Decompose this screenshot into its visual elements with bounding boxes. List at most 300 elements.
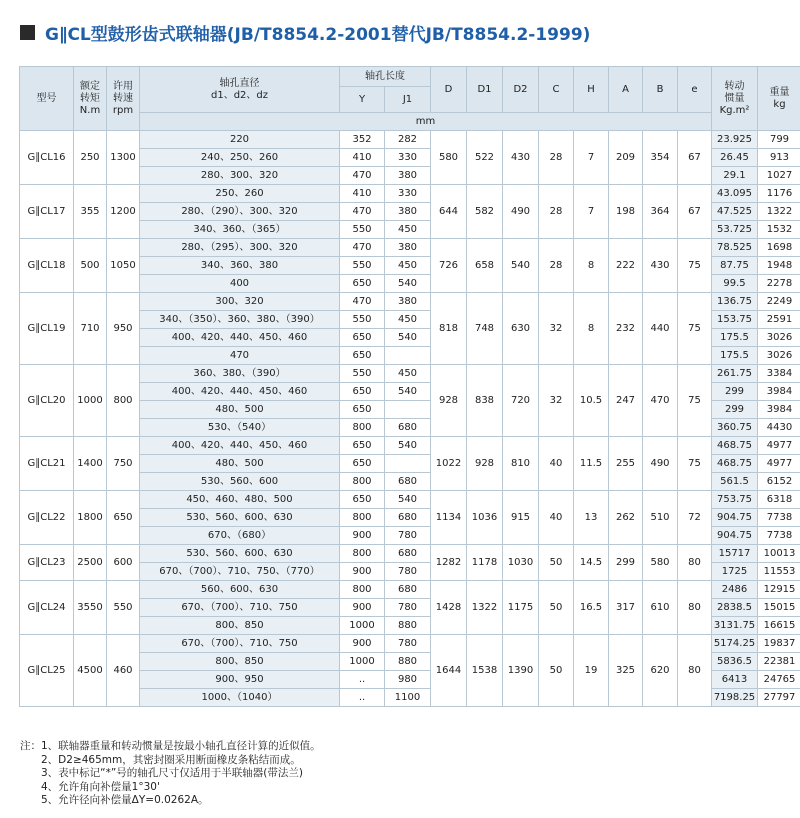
- cell-a: 247: [609, 365, 643, 437]
- cell-bore: 670、（700）、710、750: [140, 635, 340, 653]
- cell-bore: 450、460、480、500: [140, 491, 340, 509]
- cell-inertia: 6413: [712, 671, 758, 689]
- cell-h: 19: [574, 635, 609, 707]
- cell-c: 28: [539, 239, 574, 293]
- header-e: e: [678, 67, 712, 113]
- cell-inertia: 468.75: [712, 437, 758, 455]
- cell-c: 28: [539, 131, 574, 185]
- page-title: G∥CL型鼓形齿式联轴器(JB/T8854.2-2001替代JB/T8854.2-1999): [45, 24, 591, 45]
- cell-length-y: 550: [340, 257, 385, 275]
- cell-length-y: 650: [340, 347, 385, 365]
- cell-length-j1: 680: [385, 581, 431, 599]
- cell-length-j1: 540: [385, 491, 431, 509]
- cell-model: G∥CL22: [20, 491, 74, 545]
- cell-d1: 1178: [467, 545, 503, 581]
- cell-bore: 670、（680）: [140, 527, 340, 545]
- cell-h: 16.5: [574, 581, 609, 635]
- cell-inertia: 5174.25: [712, 635, 758, 653]
- cell-a: 198: [609, 185, 643, 239]
- table-row: [20, 491, 800, 509]
- cell-weight: 19837: [758, 635, 800, 653]
- cell-weight: 4430: [758, 419, 800, 437]
- cell-inertia: 7198.25: [712, 689, 758, 707]
- cell-length-j1: 780: [385, 635, 431, 653]
- table-row: [20, 185, 800, 203]
- cell-bore: 280、（295）、300、320: [140, 239, 340, 257]
- note-line: 5、允许径向补偿量ΔY=0.0262A。: [41, 794, 209, 807]
- cell-bore: 900、950: [140, 671, 340, 689]
- table-row: [20, 293, 800, 311]
- cell-bore: 280、（290）、300、320: [140, 203, 340, 221]
- cell-length-y: 470: [340, 239, 385, 257]
- cell-length-y: 410: [340, 185, 385, 203]
- cell-model: G∥CL25: [20, 635, 74, 707]
- cell-bore: 470: [140, 347, 340, 365]
- table-row: [20, 239, 800, 257]
- cell-inertia: 136.75: [712, 293, 758, 311]
- cell-length-j1: 680: [385, 473, 431, 491]
- cell-weight: 24765: [758, 671, 800, 689]
- cell-bore: 220: [140, 131, 340, 149]
- cell-h: 8: [574, 293, 609, 365]
- cell-inertia: 261.75: [712, 365, 758, 383]
- cell-length-y: 550: [340, 221, 385, 239]
- cell-inertia: 753.75: [712, 491, 758, 509]
- cell-e: 75: [678, 239, 712, 293]
- cell-bore: 340、360、（365）: [140, 221, 340, 239]
- cell-length-y: 352: [340, 131, 385, 149]
- cell-length-j1: 450: [385, 365, 431, 383]
- cell-inertia: 360.75: [712, 419, 758, 437]
- cell-speed: 1300: [107, 131, 140, 185]
- cell-length-y: 650: [340, 383, 385, 401]
- cell-model: G∥CL20: [20, 365, 74, 437]
- cell-a: 222: [609, 239, 643, 293]
- cell-d2: 540: [503, 239, 539, 293]
- cell-d: 1134: [431, 491, 467, 545]
- title-square-icon: [20, 25, 35, 40]
- cell-h: 7: [574, 185, 609, 239]
- cell-length-j1: 380: [385, 239, 431, 257]
- cell-length-j1: 780: [385, 599, 431, 617]
- cell-torque: 4500: [74, 635, 107, 707]
- cell-torque: 500: [74, 239, 107, 293]
- cell-length-j1: 680: [385, 509, 431, 527]
- cell-weight: 2278: [758, 275, 800, 293]
- cell-d2: 915: [503, 491, 539, 545]
- cell-inertia: 99.5: [712, 275, 758, 293]
- header-J1: J1: [385, 87, 431, 113]
- cell-torque: 2500: [74, 545, 107, 581]
- cell-length-j1: 880: [385, 617, 431, 635]
- header-D: D: [431, 67, 467, 113]
- table-body: [20, 131, 800, 707]
- cell-inertia: 561.5: [712, 473, 758, 491]
- cell-d1: 1538: [467, 635, 503, 707]
- cell-b: 354: [643, 131, 678, 185]
- cell-c: 28: [539, 185, 574, 239]
- cell-model: G∥CL24: [20, 581, 74, 635]
- cell-a: 262: [609, 491, 643, 545]
- cell-inertia: 468.75: [712, 455, 758, 473]
- cell-bore: 530、560、600、630: [140, 545, 340, 563]
- cell-inertia: 47.525: [712, 203, 758, 221]
- cell-d2: 810: [503, 437, 539, 491]
- cell-e: 80: [678, 635, 712, 707]
- cell-speed: 1200: [107, 185, 140, 239]
- cell-inertia: 53.725: [712, 221, 758, 239]
- cell-length-y: 650: [340, 455, 385, 473]
- cell-weight: 7738: [758, 509, 800, 527]
- cell-b: 620: [643, 635, 678, 707]
- cell-bore: 800、850: [140, 617, 340, 635]
- cell-weight: 1948: [758, 257, 800, 275]
- cell-h: 11.5: [574, 437, 609, 491]
- cell-length-y: 650: [340, 401, 385, 419]
- cell-length-j1: 380: [385, 203, 431, 221]
- header-weight: 重量 kg: [758, 67, 800, 131]
- cell-a: 255: [609, 437, 643, 491]
- cell-bore: 1000、（1040）: [140, 689, 340, 707]
- cell-d: 928: [431, 365, 467, 437]
- cell-weight: 6152: [758, 473, 800, 491]
- cell-weight: 1027: [758, 167, 800, 185]
- cell-weight: 4977: [758, 455, 800, 473]
- header-torque: 额定 转矩 N.m: [74, 67, 107, 131]
- cell-d2: 630: [503, 293, 539, 365]
- cell-speed: 800: [107, 365, 140, 437]
- header-model: 型号: [20, 67, 74, 131]
- cell-d2: 1030: [503, 545, 539, 581]
- cell-length-j1: 540: [385, 437, 431, 455]
- cell-inertia: 153.75: [712, 311, 758, 329]
- cell-bore: 530、（540）: [140, 419, 340, 437]
- header-A: A: [609, 67, 643, 113]
- cell-length-y: 410: [340, 149, 385, 167]
- cell-weight: 1176: [758, 185, 800, 203]
- cell-weight: 3984: [758, 401, 800, 419]
- cell-d: 726: [431, 239, 467, 293]
- table-row: [20, 545, 800, 563]
- note-line: 3、表中标记“*”号的轴孔尺寸仅适用于半联轴器(带法兰): [41, 767, 304, 780]
- cell-length-j1: 450: [385, 311, 431, 329]
- cell-d1: 1322: [467, 581, 503, 635]
- cell-bore: 480、500: [140, 455, 340, 473]
- cell-model: G∥CL23: [20, 545, 74, 581]
- cell-h: 7: [574, 131, 609, 185]
- cell-a: 209: [609, 131, 643, 185]
- cell-length-j1: 450: [385, 257, 431, 275]
- cell-inertia: 2838.5: [712, 599, 758, 617]
- cell-bore: 530、560、600、630: [140, 509, 340, 527]
- cell-inertia: 78.525: [712, 239, 758, 257]
- cell-inertia: 29.1: [712, 167, 758, 185]
- cell-inertia: 175.5: [712, 347, 758, 365]
- cell-torque: 1000: [74, 365, 107, 437]
- cell-torque: 710: [74, 293, 107, 365]
- header-unit: mm: [140, 113, 712, 131]
- cell-weight: 3026: [758, 347, 800, 365]
- cell-length-y: 1000: [340, 653, 385, 671]
- cell-model: G∥CL21: [20, 437, 74, 491]
- cell-inertia: 3131.75: [712, 617, 758, 635]
- cell-bore: 530、560、600: [140, 473, 340, 491]
- cell-d: 644: [431, 185, 467, 239]
- cell-length-y: 900: [340, 599, 385, 617]
- cell-length-y: 550: [340, 365, 385, 383]
- cell-d1: 658: [467, 239, 503, 293]
- cell-length-y: 800: [340, 545, 385, 563]
- cell-speed: 600: [107, 545, 140, 581]
- cell-d: 818: [431, 293, 467, 365]
- cell-e: 67: [678, 185, 712, 239]
- page-title-bar: [20, 20, 590, 44]
- cell-weight: 22381: [758, 653, 800, 671]
- header-bore: 轴孔直径 d1、d2、dz: [140, 67, 340, 113]
- cell-length-y: 800: [340, 581, 385, 599]
- cell-b: 470: [643, 365, 678, 437]
- cell-b: 510: [643, 491, 678, 545]
- cell-bore: 340、360、380: [140, 257, 340, 275]
- header-D2: D2: [503, 67, 539, 113]
- cell-length-y: 1000: [340, 617, 385, 635]
- cell-bore: 800、850: [140, 653, 340, 671]
- cell-d2: 1175: [503, 581, 539, 635]
- cell-weight: 1322: [758, 203, 800, 221]
- cell-length-j1: 330: [385, 185, 431, 203]
- cell-weight: 799: [758, 131, 800, 149]
- cell-length-y: 650: [340, 491, 385, 509]
- note-line: 4、允许角向补偿量1°30': [41, 780, 160, 793]
- cell-torque: 1800: [74, 491, 107, 545]
- cell-d: 1428: [431, 581, 467, 635]
- cell-b: 490: [643, 437, 678, 491]
- cell-length-y: ..: [340, 689, 385, 707]
- cell-length-y: 650: [340, 275, 385, 293]
- cell-bore: 300、320: [140, 293, 340, 311]
- cell-weight: 2249: [758, 293, 800, 311]
- cell-b: 440: [643, 293, 678, 365]
- cell-d: 1022: [431, 437, 467, 491]
- cell-length-y: 800: [340, 509, 385, 527]
- cell-h: 8: [574, 239, 609, 293]
- cell-weight: 15015: [758, 599, 800, 617]
- cell-weight: 4977: [758, 437, 800, 455]
- cell-length-y: 900: [340, 527, 385, 545]
- cell-length-j1: 880: [385, 653, 431, 671]
- cell-h: 13: [574, 491, 609, 545]
- cell-bore: 400、420、440、450、460: [140, 383, 340, 401]
- cell-b: 430: [643, 239, 678, 293]
- header-D1: D1: [467, 67, 503, 113]
- cell-model: G∥CL19: [20, 293, 74, 365]
- cell-weight: 3384: [758, 365, 800, 383]
- table-row: [20, 131, 800, 149]
- cell-bore: 360、380、（390）: [140, 365, 340, 383]
- cell-weight: 6318: [758, 491, 800, 509]
- header-speed: 许用 转速 rpm: [107, 67, 140, 131]
- cell-length-j1: 282: [385, 131, 431, 149]
- table-header: [20, 67, 800, 131]
- cell-bore: 400、420、440、450、460: [140, 329, 340, 347]
- cell-length-j1: [385, 347, 431, 365]
- cell-bore: 340、（350）、360、380、（390）: [140, 311, 340, 329]
- cell-d2: 490: [503, 185, 539, 239]
- cell-d2: 1390: [503, 635, 539, 707]
- header-inertia: 转动 惯量 Kg.m²: [712, 67, 758, 131]
- cell-weight: 11553: [758, 563, 800, 581]
- note-line: 注：1、联轴器重量和转动惯量是按最小轴孔直径计算的近似值。: [20, 740, 321, 752]
- cell-length-j1: 780: [385, 563, 431, 581]
- header-C: C: [539, 67, 574, 113]
- cell-c: 32: [539, 293, 574, 365]
- cell-length-y: 550: [340, 311, 385, 329]
- cell-e: 75: [678, 365, 712, 437]
- cell-c: 50: [539, 635, 574, 707]
- cell-e: 72: [678, 491, 712, 545]
- cell-c: 32: [539, 365, 574, 437]
- cell-speed: 750: [107, 437, 140, 491]
- cell-length-j1: 450: [385, 221, 431, 239]
- cell-d1: 1036: [467, 491, 503, 545]
- cell-speed: 650: [107, 491, 140, 545]
- cell-length-y: 900: [340, 635, 385, 653]
- cell-length-j1: 540: [385, 275, 431, 293]
- table-row: [20, 365, 800, 383]
- cell-d1: 522: [467, 131, 503, 185]
- cell-inertia: 904.75: [712, 509, 758, 527]
- cell-speed: 950: [107, 293, 140, 365]
- cell-inertia: 43.095: [712, 185, 758, 203]
- cell-weight: 10013: [758, 545, 800, 563]
- cell-length-y: ..: [340, 671, 385, 689]
- cell-speed: 1050: [107, 239, 140, 293]
- cell-bore: 670、（700）、710、750: [140, 599, 340, 617]
- cell-inertia: 1725: [712, 563, 758, 581]
- note-line: 2、D2≥465mm，其密封圈采用断面橡皮条粘结而成。: [41, 753, 301, 766]
- header-H: H: [574, 67, 609, 113]
- cell-inertia: 175.5: [712, 329, 758, 347]
- cell-length-y: 650: [340, 329, 385, 347]
- cell-d2: 720: [503, 365, 539, 437]
- cell-speed: 550: [107, 581, 140, 635]
- cell-weight: 27797: [758, 689, 800, 707]
- cell-weight: 12915: [758, 581, 800, 599]
- cell-length-y: 470: [340, 203, 385, 221]
- cell-d1: 582: [467, 185, 503, 239]
- cell-c: 50: [539, 545, 574, 581]
- cell-e: 67: [678, 131, 712, 185]
- cell-bore: 670、（700）、710、750、（770）: [140, 563, 340, 581]
- cell-inertia: 23.925: [712, 131, 758, 149]
- cell-bore: 240、250、260: [140, 149, 340, 167]
- cell-length-y: 800: [340, 419, 385, 437]
- cell-e: 75: [678, 437, 712, 491]
- cell-inertia: 87.75: [712, 257, 758, 275]
- cell-length-y: 900: [340, 563, 385, 581]
- cell-model: G∥CL16: [20, 131, 74, 185]
- cell-bore: 400、420、440、450、460: [140, 437, 340, 455]
- cell-length-j1: 1100: [385, 689, 431, 707]
- cell-c: 50: [539, 581, 574, 635]
- cell-d1: 748: [467, 293, 503, 365]
- cell-a: 299: [609, 545, 643, 581]
- cell-bore: 560、600、630: [140, 581, 340, 599]
- header-Y: Y: [340, 87, 385, 113]
- cell-length-j1: 540: [385, 329, 431, 347]
- cell-a: 317: [609, 581, 643, 635]
- cell-length-j1: 980: [385, 671, 431, 689]
- cell-length-y: 470: [340, 293, 385, 311]
- cell-a: 325: [609, 635, 643, 707]
- cell-inertia: 299: [712, 383, 758, 401]
- cell-b: 580: [643, 545, 678, 581]
- cell-length-y: 470: [340, 167, 385, 185]
- cell-weight: 7738: [758, 527, 800, 545]
- cell-weight: 1532: [758, 221, 800, 239]
- cell-length-j1: [385, 455, 431, 473]
- cell-d1: 838: [467, 365, 503, 437]
- cell-e: 80: [678, 581, 712, 635]
- cell-weight: 3026: [758, 329, 800, 347]
- cell-inertia: 2486: [712, 581, 758, 599]
- cell-speed: 460: [107, 635, 140, 707]
- cell-length-j1: 380: [385, 167, 431, 185]
- cell-torque: 1400: [74, 437, 107, 491]
- cell-d: 1644: [431, 635, 467, 707]
- cell-b: 610: [643, 581, 678, 635]
- cell-weight: 3984: [758, 383, 800, 401]
- cell-a: 232: [609, 293, 643, 365]
- cell-e: 75: [678, 293, 712, 365]
- spec-table: [19, 66, 800, 707]
- cell-bore: 480、500: [140, 401, 340, 419]
- cell-d: 580: [431, 131, 467, 185]
- cell-h: 14.5: [574, 545, 609, 581]
- cell-h: 10.5: [574, 365, 609, 437]
- header-bore-length: 轴孔长度: [340, 67, 431, 87]
- cell-bore: 250、260: [140, 185, 340, 203]
- cell-bore: 280、300、320: [140, 167, 340, 185]
- cell-weight: 16615: [758, 617, 800, 635]
- cell-torque: 250: [74, 131, 107, 185]
- table-row: [20, 581, 800, 599]
- cell-e: 80: [678, 545, 712, 581]
- cell-d: 1282: [431, 545, 467, 581]
- table-row: [20, 437, 800, 455]
- cell-length-j1: 680: [385, 419, 431, 437]
- cell-inertia: 15717: [712, 545, 758, 563]
- cell-length-y: 650: [340, 437, 385, 455]
- table-row: [20, 635, 800, 653]
- cell-length-j1: [385, 401, 431, 419]
- cell-bore: 400: [140, 275, 340, 293]
- cell-inertia: 299: [712, 401, 758, 419]
- cell-inertia: 5836.5: [712, 653, 758, 671]
- cell-length-y: 800: [340, 473, 385, 491]
- cell-c: 40: [539, 437, 574, 491]
- cell-torque: 355: [74, 185, 107, 239]
- cell-c: 40: [539, 491, 574, 545]
- cell-length-j1: 540: [385, 383, 431, 401]
- notes: [20, 740, 321, 808]
- cell-model: G∥CL18: [20, 239, 74, 293]
- header-B: B: [643, 67, 678, 113]
- cell-length-j1: 680: [385, 545, 431, 563]
- cell-length-j1: 780: [385, 527, 431, 545]
- cell-length-j1: 330: [385, 149, 431, 167]
- cell-torque: 3550: [74, 581, 107, 635]
